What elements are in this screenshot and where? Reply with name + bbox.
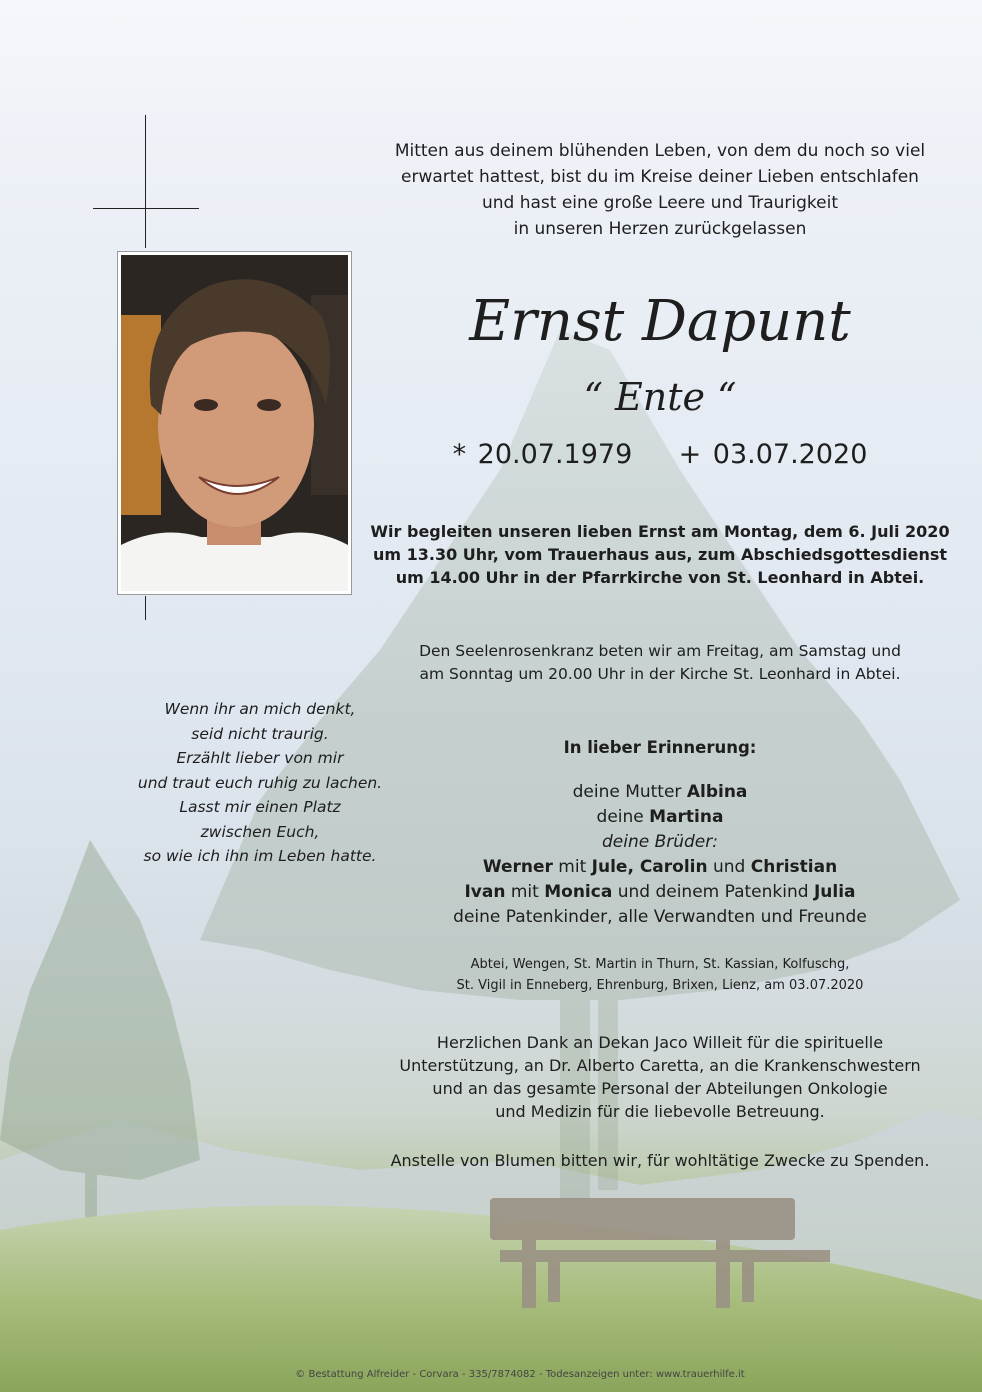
portrait-frame bbox=[117, 251, 352, 595]
brother-2-child: Julia bbox=[813, 882, 856, 902]
portrait-photo bbox=[121, 255, 348, 591]
thanks-line: Herzlichen Dank an Dekan Jaco Willeit für die spirituelle bbox=[436, 1033, 884, 1052]
places-date bbox=[360, 954, 960, 996]
rosary-line: am Sonntag um 20.00 Uhr in der Kirche St. Leonhard in Abtei. bbox=[419, 665, 901, 683]
funeral-info bbox=[360, 520, 960, 589]
partner-prefix: deine bbox=[596, 807, 650, 827]
mother-prefix: deine Mutter bbox=[572, 782, 687, 802]
thanks-line: Unterstützung, an Dr. Alberto Caretta, an die Krankenschwestern bbox=[399, 1056, 921, 1075]
family-others: deine Patenkinder, alle Verwandten und Freunde bbox=[453, 907, 867, 927]
funeral-line: Wir begleiten unseren lieben Ernst am Montag, dem 6. Juli 2020 bbox=[370, 522, 950, 541]
footer-credit: © Bestattung Alfreider - Corvara - 335/7874082 - Todesanzeigen unter: www.trauerhilfe.it bbox=[295, 1369, 745, 1380]
places-line: St. Vigil in Enneberg, Ehrenburg, Brixen, Lienz, am 03.07.2020 bbox=[456, 978, 864, 993]
places-line: Abtei, Wengen, St. Martin in Thurn, St. Kassian, Kolfuschg, bbox=[470, 957, 850, 972]
thanks-line: und an das gesamte Personal der Abteilungen Onkologie bbox=[432, 1079, 888, 1098]
family-mother bbox=[360, 780, 960, 805]
rosary-line: Den Seelenrosenkranz beten wir am Freitag, am Samstag und bbox=[419, 642, 901, 660]
intro-line: erwartet hattest, bist du im Kreise deiner Lieben entschlafen bbox=[401, 167, 919, 187]
mother-name: Albina bbox=[686, 782, 748, 802]
poem-line: Erzählt lieber von mir bbox=[176, 749, 344, 767]
intro-line: und hast eine große Leere und Traurigkeit bbox=[481, 193, 839, 213]
brother-1-and: und bbox=[707, 857, 751, 877]
poem bbox=[95, 697, 425, 869]
brother-1-with: mit bbox=[552, 857, 592, 877]
memory-title: In lieber Erinnerung: bbox=[563, 738, 757, 757]
family-list bbox=[360, 780, 960, 930]
intro-line: Mitten aus deinem blühenden Leben, von dem du noch so viel bbox=[394, 141, 926, 161]
deceased-name: Ernst Dapunt bbox=[469, 289, 851, 354]
brother-2-name: Ivan bbox=[464, 882, 506, 902]
rosary-info bbox=[360, 640, 960, 686]
brother-2-with: mit bbox=[505, 882, 545, 902]
life-dates: * 20.07.1979 + 03.07.2020 bbox=[452, 439, 868, 470]
nickname: “ Ente “ bbox=[583, 375, 737, 419]
cross-horizontal-line bbox=[93, 208, 199, 209]
funeral-line: um 13.30 Uhr, vom Trauerhaus aus, zum Abschiedsgottesdienst bbox=[372, 545, 947, 564]
brother-2-partner: Monica bbox=[544, 882, 613, 902]
intro-text bbox=[360, 138, 960, 242]
intro-line: in unseren Herzen zurückgelassen bbox=[513, 219, 807, 239]
brothers-label: deine Brüder: bbox=[601, 832, 718, 852]
brother-1-family: Jule, Carolin bbox=[591, 857, 708, 877]
poem-line: und traut euch ruhig zu lachen. bbox=[137, 773, 383, 792]
cross-lower-line bbox=[145, 596, 146, 620]
poem-line: zwischen Euch, bbox=[200, 822, 320, 841]
poem-line: so wie ich ihn im Leben hatte. bbox=[143, 847, 377, 865]
brother-1-child: Christian bbox=[750, 857, 838, 877]
family-brother-2 bbox=[360, 880, 960, 905]
flowers-note: Anstelle von Blumen bitten wir, für wohltätige Zwecke zu Spenden. bbox=[390, 1151, 930, 1170]
funeral-line: um 14.00 Uhr in der Pfarrkirche von St. Leonhard in Abtei. bbox=[395, 568, 925, 587]
poem-line: Lasst mir einen Platz bbox=[179, 798, 341, 816]
thanks-text bbox=[360, 1031, 960, 1123]
brother-2-godchild-text: und deinem Patenkind bbox=[612, 882, 814, 902]
family-partner bbox=[360, 805, 960, 830]
cross-vertical-line bbox=[145, 115, 146, 248]
thanks-line: und Medizin für die liebevolle Betreuung. bbox=[495, 1102, 825, 1121]
brother-1-name: Werner bbox=[482, 857, 553, 877]
poem-line: Wenn ihr an mich denkt, bbox=[164, 700, 356, 718]
family-brother-1 bbox=[360, 855, 960, 880]
partner-name: Martina bbox=[649, 807, 724, 827]
poem-line: seid nicht traurig. bbox=[191, 724, 329, 743]
